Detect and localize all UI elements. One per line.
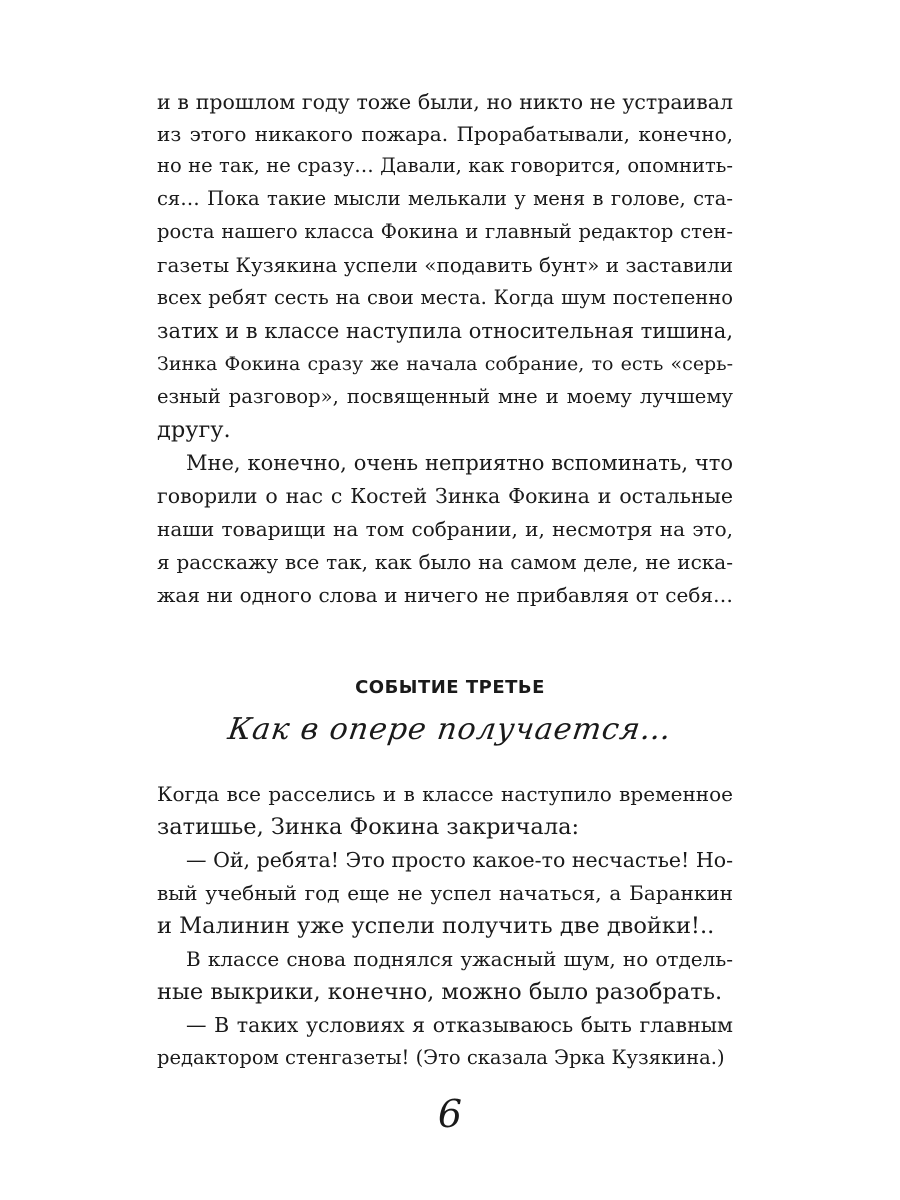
text-line: и Малинин уже успели получить две двойки!..	[157, 913, 715, 939]
text-line: всех ребят сесть на свои места. Когда шум постепенно	[157, 286, 733, 309]
chapter-heading: СОБЫТИЕ ТРЕТЬЕ	[355, 677, 545, 698]
text-line: из этого никакого пожара. Прорабатывали, конечно,	[157, 122, 733, 146]
text-line: роста нашего класса Фокина и главный редактор стен-	[157, 220, 733, 243]
text-line: — В таких условиях я отказываюсь быть главным	[186, 1013, 733, 1037]
chapter-subtitle: Как в опере получается…	[225, 712, 675, 747]
text-line: наши товарищи на том собрании, и, несмотря на это,	[157, 517, 733, 541]
text-line: — Ой, ребята! Это просто какое-то несчастье! Но-	[186, 848, 733, 872]
text-line: я расскажу все так, как было на самом деле, не иска-	[157, 550, 733, 574]
text-line: другу.	[157, 417, 231, 443]
text-line: жая ни одного слова и ничего не прибавляя от себя…	[157, 583, 733, 607]
text-line: ся… Пока такие мысли мелькали у меня в голове, ста-	[157, 187, 733, 210]
page-number: 6	[437, 1092, 463, 1136]
text-line: затишье, Зинка Фокина закричала:	[157, 814, 580, 840]
text-line: Когда все расселись и в классе наступило временное	[157, 782, 733, 806]
text-line: В классе снова поднялся ужасный шум, но отдель-	[186, 947, 733, 971]
text-line: ные выкрики, конечно, можно было разобрать.	[157, 979, 723, 1005]
text-line: и в прошлом году тоже были, но никто не устраивал	[157, 90, 733, 114]
text-line: езный разговор», посвященный мне и моему лучшему	[157, 385, 733, 408]
text-line: говорили о нас с Костей Зинка Фокина и остальные	[157, 484, 733, 508]
text-line: затих и в классе наступила относительная тишина,	[157, 319, 733, 343]
text-line: Зинка Фокина сразу же начала собрание, то есть «серь-	[157, 353, 733, 375]
text-line: но не так, не сразу… Давали, как говорится, опомнить-	[157, 154, 733, 177]
text-line: Мне, конечно, очень неприятно вспоминать, что	[186, 451, 733, 475]
text-line: вый учебный год еще не успел начаться, а Баранкин	[157, 881, 733, 905]
text-line: газеты Кузякина успели «подавить бунт» и заставили	[157, 253, 734, 277]
text-line: редактором стенгазеты! (Это сказала Эрка Кузякина.)	[157, 1046, 725, 1069]
